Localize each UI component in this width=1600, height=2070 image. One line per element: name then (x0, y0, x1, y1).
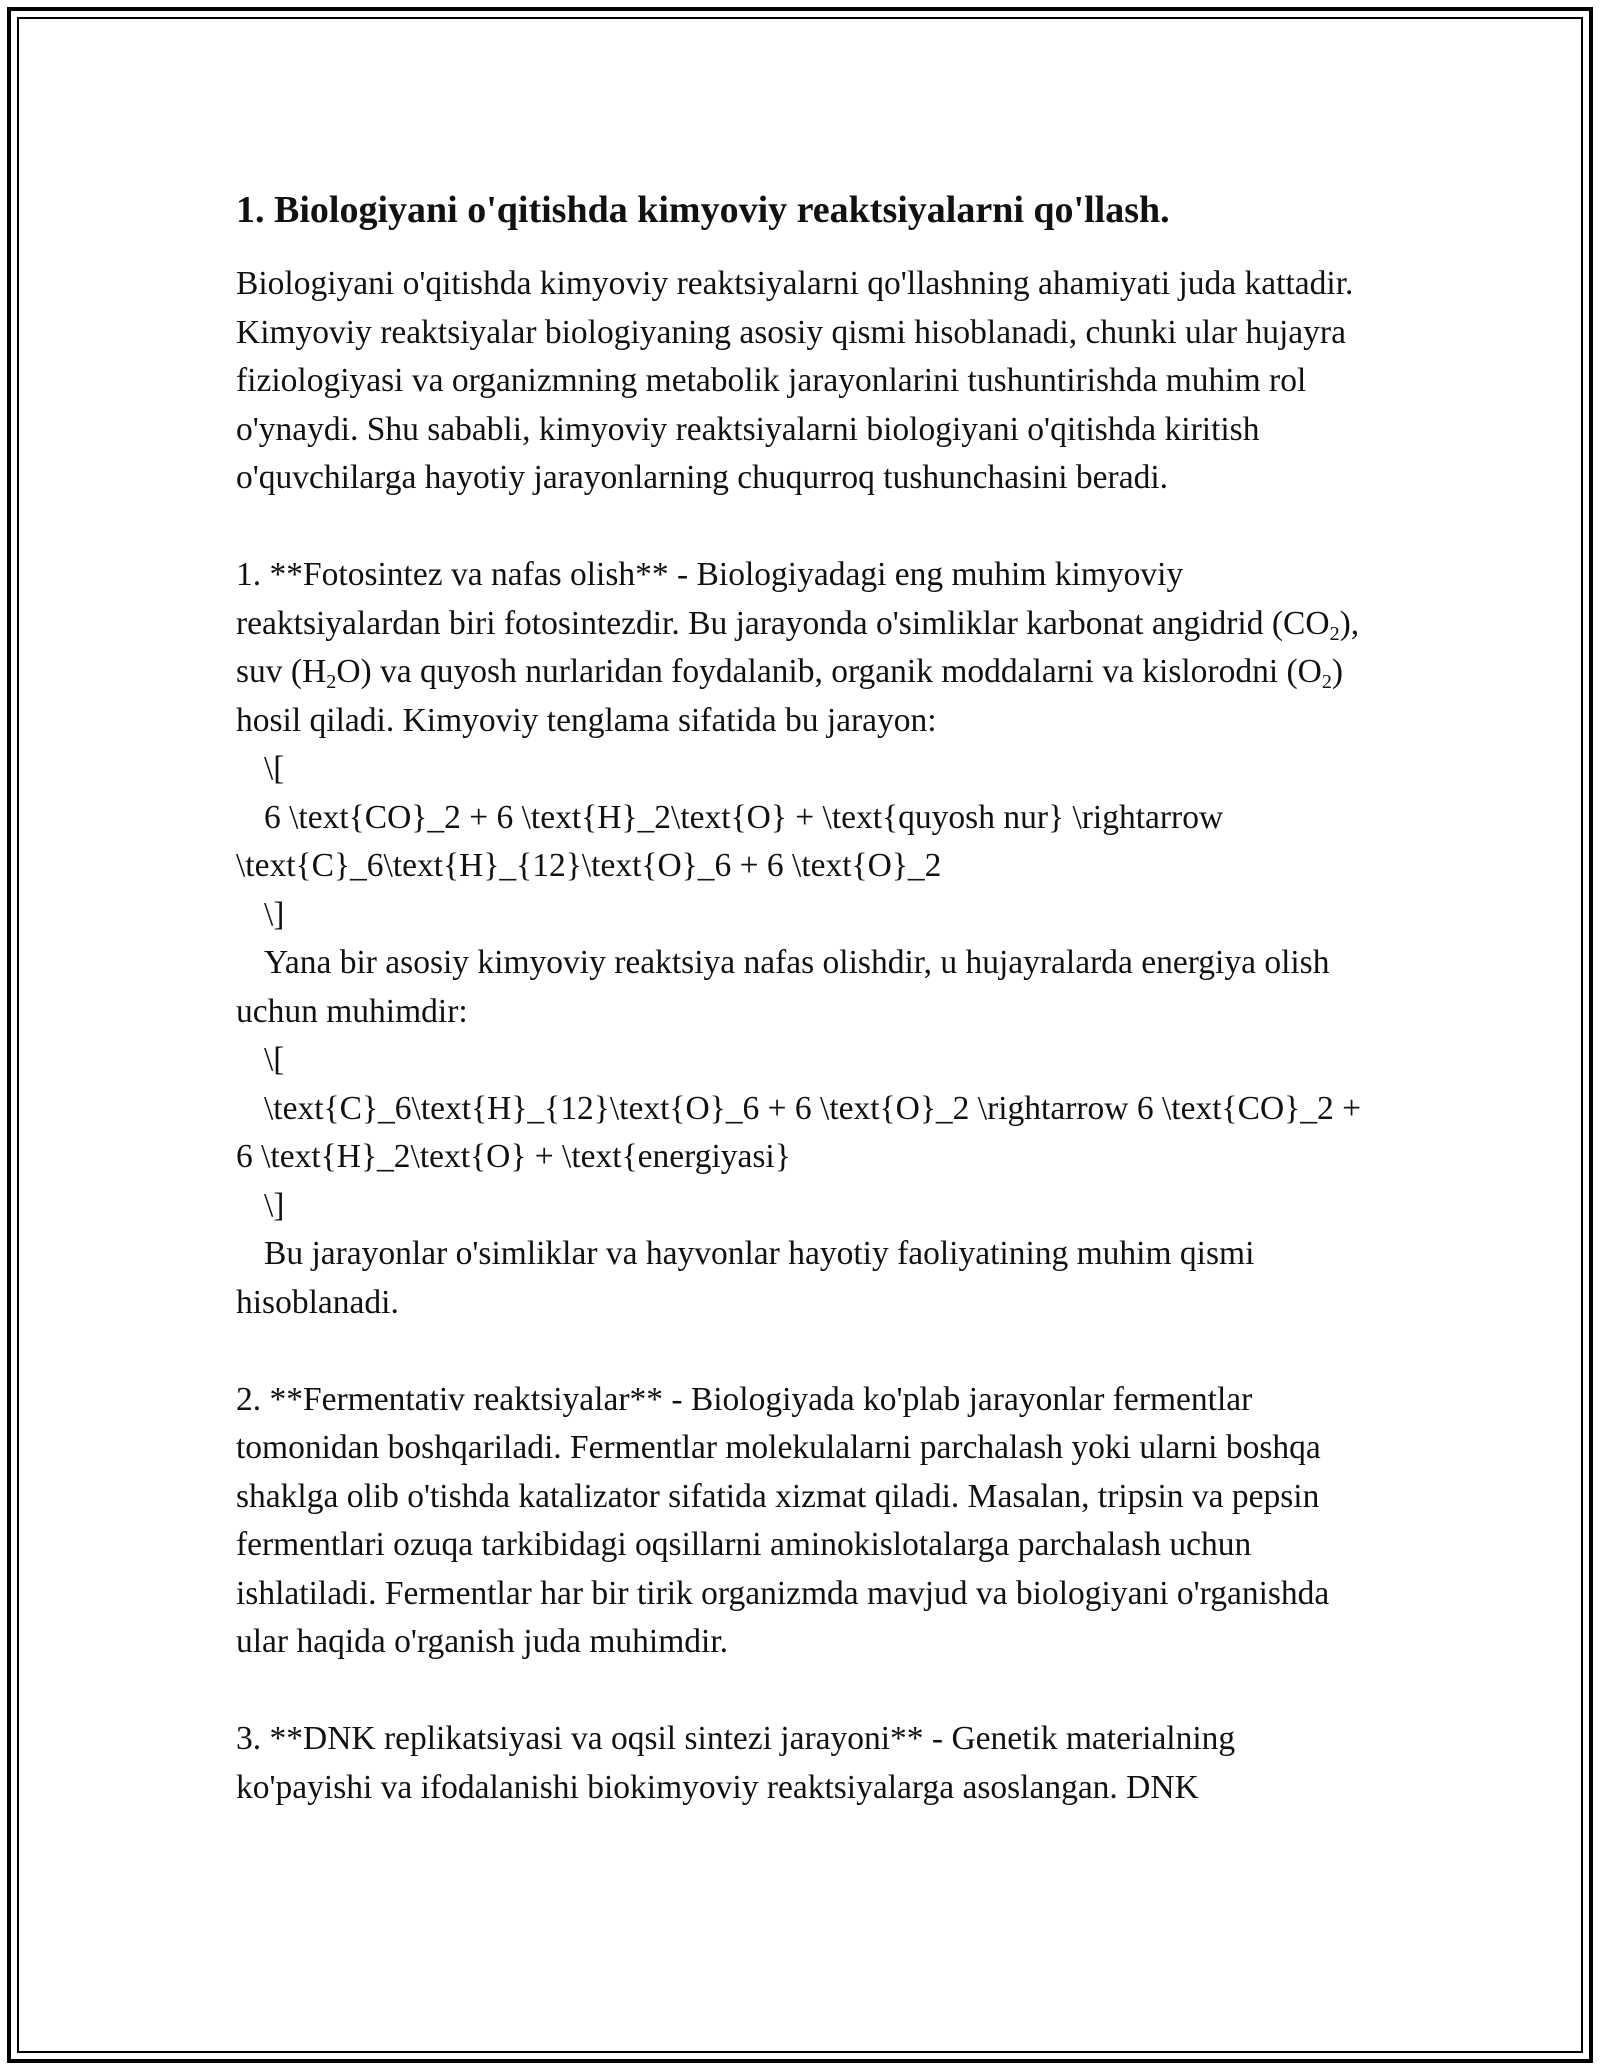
equation-1-body (236, 794, 1366, 891)
item-1-text-c: O) va quyosh nurlaridan foydalanib, organik moddalarni va kislorodni (O (336, 653, 1322, 690)
item-1-closing-text: Bu jarayonlar o'simliklar va hayvonlar hayotiy faoliyatining muhim qismi hisoblanadi. (236, 1235, 1255, 1321)
item-1-text-d: ) hosil qiladi. Kimyoviy tenglama sifatida bu jarayon: (236, 653, 1344, 739)
co2-subscript: 2 (1329, 622, 1340, 645)
equation-1-text: 6 \text{CO}_2 + 6 \text{H}_2\text{O} + \text{quyosh nur} \rightarrow \text{C}_6\text{H}_{12}\text{O}_6 + 6 \text{O}_2 (236, 798, 1224, 884)
paragraph-gap (236, 1327, 1366, 1376)
o2-subscript: 2 (1321, 671, 1332, 694)
respiration-intro-text: Yana bir asosiy kimyoviy reaktsiya nafas olishdir, u hujayralarda energiya olish uchun muhimdir: (236, 944, 1330, 1030)
equation-1-close: \] (264, 895, 285, 933)
intro-paragraph: Biologiyani o'qitishda kimyoviy reaktsiyalarni qo'llashning ahamiyati juda kattadir. Kimyoviy reaktsiyalar biologiyaning asosiy qismi hisoblanadi, chunki ular hujayra fiziologiyasi va organizmning metabolik jarayonlarini tushuntirishda muhim rol o'ynaydi. Shu sababli, kimyoviy reaktsiyalarni biologiyani o'qitishda kiritish o'quvchilarga hayotiy jarayonlarning chuqurroq tushunchasini beradi. (236, 265, 1354, 496)
item-1-text-a: 1. **Fotosintez va nafas olish** - Biologiyadagi eng muhim kimyoviy reaktsiyalardan biri fotosintezdir. Bu jarayonda o'simliklar karbonat angidrid (CO (236, 556, 1330, 642)
document-body (236, 186, 1366, 1812)
equation-2-open: \[ (264, 1041, 285, 1078)
equation-2-body (236, 1085, 1366, 1182)
equation-2-text: \text{C}_6\text{H}_{12}\text{O}_6 + 6 \text{O}_2 \rightarrow 6 \text{CO}_2 + 6 \text{H}_2\text{O} + \text{energiyasi} (236, 1089, 1361, 1175)
equation-1-open: \[ (264, 750, 285, 787)
equation-2-close: \] (264, 1186, 285, 1224)
h2o-subscript: 2 (326, 671, 337, 694)
item-1-text-b: ), suv (H (236, 604, 1360, 690)
section-heading: 1. Biologiyani o'qitishda kimyoviy reaktsiyalarni qo'llash. (236, 189, 1170, 231)
item-1-paragraph (236, 551, 1366, 745)
item-1-closing (236, 1230, 1366, 1327)
item-2-paragraph: 2. **Fermentativ reaktsiyalar** - Biologiyada ko'plab jarayonlar fermentlar tomonidan boshqariladi. Fermentlar molekulalarni parchalash yoki ularni boshqa shaklga olib o'tishda katalizator sifatida xizmat qiladi. Masalan, tripsin va pepsin fermentlari ozuqa tarkibidagi oqsillarni aminokislotalarga parchalash uchun ishlatiladi. Fermentlar har bir tirik organizmda mavjud va biologiyani o'rganishda ular haqida o'rganish juda muhimdir. (236, 1380, 1330, 1660)
paragraph-gap (236, 503, 1366, 552)
respiration-intro (236, 939, 1366, 1036)
item-3-paragraph: 3. **DNK replikatsiyasi va oqsil sintezi jarayoni** - Genetik materialning ko'payishi va ifodalanishi biokimyoviy reaktsiyalarga asoslangan. DNK (236, 1720, 1236, 1806)
paragraph-gap (236, 1667, 1366, 1716)
